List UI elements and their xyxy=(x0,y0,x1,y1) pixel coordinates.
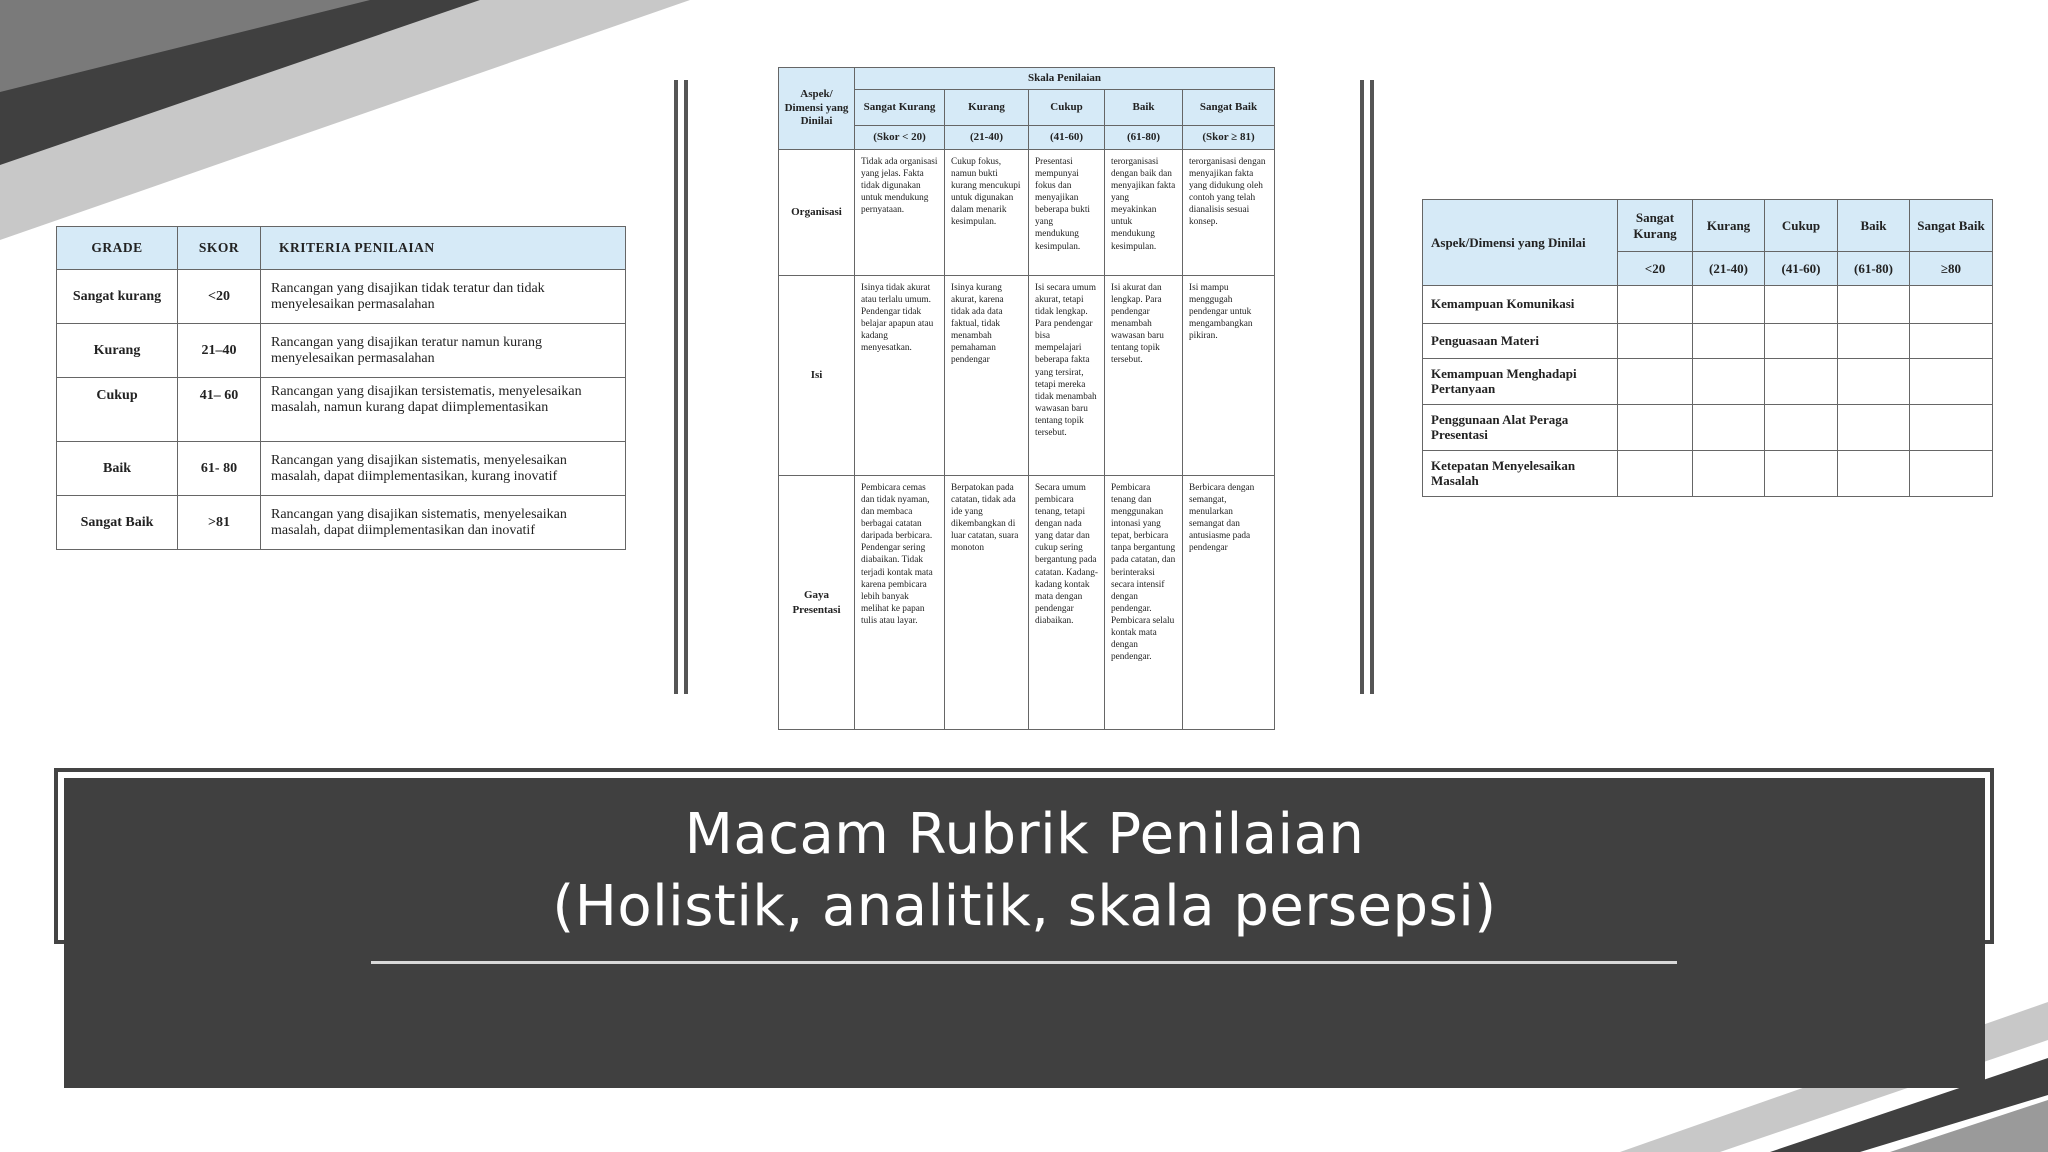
criteria-cell: Berpatokan pada catatan, tidak ada ide yang dikembangkan di luar catatan, suara monoton xyxy=(945,476,1029,730)
grade-cell: Sangat kurang xyxy=(57,270,178,324)
header-range: (Skor ≥ 81) xyxy=(1183,126,1275,150)
criteria-cell: Tidak ada organisasi yang jelas. Fakta tidak digunakan untuk mendukung pernyataan. xyxy=(855,150,945,276)
kriteria-cell: Rancangan yang disajikan tidak teratur dan tidak menyelesaikan permasalahan xyxy=(261,270,626,324)
aspect-label: Penguasaan Materi xyxy=(1423,324,1618,359)
rating-cell xyxy=(1693,451,1765,497)
rating-cell xyxy=(1838,324,1910,359)
rating-cell xyxy=(1618,451,1693,497)
header-range: ≥80 xyxy=(1910,252,1993,286)
rating-cell xyxy=(1838,451,1910,497)
header-kriteria: KRITERIA PENILAIAN xyxy=(261,227,626,270)
title-underline xyxy=(371,961,1677,964)
table-row xyxy=(57,270,626,324)
rating-cell xyxy=(1765,451,1838,497)
holistic-rubric-table xyxy=(56,226,626,550)
rating-cell xyxy=(1765,324,1838,359)
table-header-row xyxy=(57,227,626,270)
separator-bar-left-a xyxy=(674,80,678,694)
aspect-label: Ketepatan Menyelesaikan Masalah xyxy=(1423,451,1618,497)
perception-scale-table xyxy=(1422,199,1993,497)
criteria-cell: Presentasi mempunyai fokus dan menyajikan beberapa bukti yang mendukung kesimpulan. xyxy=(1029,150,1105,276)
rating-cell xyxy=(1618,324,1693,359)
header-grade: GRADE xyxy=(57,227,178,270)
criteria-cell: Berbicara dengan semangat, menularkan semangat dan antusiasme pada pendengar xyxy=(1183,476,1275,730)
header-skor: SKOR xyxy=(178,227,261,270)
header-aspek: Aspek/Dimensi yang Dinilai xyxy=(1423,200,1618,286)
header-range: <20 xyxy=(1618,252,1693,286)
header-range: (61-80) xyxy=(1105,126,1183,150)
criteria-cell: Pembicara tenang dan menggunakan intonasi yang tepat, berbicara tanpa bergantung pada catatan, dan berinteraksi secara intensif dengan pendengar. Pembicara selalu kontak mata dengan pendengar. xyxy=(1105,476,1183,730)
aspect-cell: Organisasi xyxy=(779,150,855,276)
header-skala: Skala Penilaian xyxy=(855,68,1275,90)
separator-bar-right-b xyxy=(1370,80,1374,694)
table-row xyxy=(1423,359,1993,405)
header-level: Baik xyxy=(1838,200,1910,252)
header-level: Cukup xyxy=(1765,200,1838,252)
rating-cell xyxy=(1838,405,1910,451)
rating-cell xyxy=(1693,405,1765,451)
rating-cell xyxy=(1838,359,1910,405)
header-range: (61-80) xyxy=(1838,252,1910,286)
header-range: (21-40) xyxy=(945,126,1029,150)
rating-cell xyxy=(1765,286,1838,324)
rating-cell xyxy=(1693,359,1765,405)
header-level: Kurang xyxy=(945,90,1029,126)
separator-bar-right-a xyxy=(1360,80,1364,694)
aspect-cell: Gaya Presentasi xyxy=(779,476,855,730)
table-header-row xyxy=(779,68,1275,90)
analytic-rubric-table xyxy=(778,67,1275,730)
criteria-cell: Cukup fokus, namun bukti kurang mencukupi untuk digunakan dalam menarik kesimpulan. xyxy=(945,150,1029,276)
slide-subtitle: (Holistik, analitik, skala persepsi) xyxy=(552,874,1497,939)
table-row xyxy=(1423,451,1993,497)
skor-cell: 61- 80 xyxy=(178,442,261,496)
kriteria-cell: Rancangan yang disajikan sistematis, menyelesaikan masalah, dapat diimplementasikan, kurang inovatif xyxy=(261,442,626,496)
grade-cell: Kurang xyxy=(57,324,178,378)
criteria-cell: Secara umum pembicara tenang, tetapi dengan nada yang datar dan cukup sering bergantung pada catatan. Kadang-kadang kontak mata dengan pendengar diabaikan. xyxy=(1029,476,1105,730)
slide-title: Macam Rubrik Penilaian xyxy=(684,802,1365,867)
table-row xyxy=(779,276,1275,476)
header-level: Sangat Kurang xyxy=(1618,200,1693,252)
skor-cell: 21–40 xyxy=(178,324,261,378)
header-range: (Skor < 20) xyxy=(855,126,945,150)
grade-cell: Sangat Baik xyxy=(57,496,178,550)
header-aspek: Aspek/ Dimensi yang Dinilai xyxy=(779,68,855,150)
header-level: Sangat Baik xyxy=(1183,90,1275,126)
header-level: Baik xyxy=(1105,90,1183,126)
header-level: Cukup xyxy=(1029,90,1105,126)
rating-cell xyxy=(1910,324,1993,359)
table-row xyxy=(57,378,626,442)
rating-cell xyxy=(1910,451,1993,497)
rating-cell xyxy=(1910,405,1993,451)
table-row xyxy=(779,150,1275,276)
header-range: (21-40) xyxy=(1693,252,1765,286)
aspect-label: Kemampuan Komunikasi xyxy=(1423,286,1618,324)
kriteria-cell: Rancangan yang disajikan teratur namun kurang menyelesaikan permasalahan xyxy=(261,324,626,378)
aspect-label: Kemampuan Menghadapi Pertanyaan xyxy=(1423,359,1618,405)
criteria-cell: terorganisasi dengan menyajikan fakta yang didukung oleh contoh yang telah dianalisis sesuai konsep. xyxy=(1183,150,1275,276)
table-row xyxy=(1423,324,1993,359)
header-range: (41-60) xyxy=(1765,252,1838,286)
rating-cell xyxy=(1765,359,1838,405)
table-row xyxy=(57,442,626,496)
rating-cell xyxy=(1910,359,1993,405)
table-row xyxy=(1423,405,1993,451)
table-row xyxy=(57,496,626,550)
title-box xyxy=(64,778,1985,1088)
criteria-cell: Isi secara umum akurat, tetapi tidak lengkap. Para pendengar bisa mempelajari beberapa fakta yang tersirat, tetapi mereka tidak menambah wawasan baru tentang topik tersebut. xyxy=(1029,276,1105,476)
header-level: Sangat Kurang xyxy=(855,90,945,126)
header-level: Kurang xyxy=(1693,200,1765,252)
criteria-cell: terorganisasi dengan baik dan menyajikan fakta yang meyakinkan untuk mendukung kesimpulan. xyxy=(1105,150,1183,276)
table-row xyxy=(779,476,1275,730)
header-range: (41-60) xyxy=(1029,126,1105,150)
aspect-cell: Isi xyxy=(779,276,855,476)
criteria-cell: Isi akurat dan lengkap. Para pendengar menambah wawasan baru tentang topik tersebut. xyxy=(1105,276,1183,476)
grade-cell: Cukup xyxy=(57,378,178,442)
criteria-cell: Isinya kurang akurat, karena tidak ada data faktual, tidak menambah pemahaman pendengar xyxy=(945,276,1029,476)
kriteria-cell: Rancangan yang disajikan tersistematis, menyelesaikan masalah, namun kurang dapat diimplementasikan xyxy=(261,378,626,442)
rating-cell xyxy=(1618,359,1693,405)
rating-cell xyxy=(1618,286,1693,324)
criteria-cell: Isi mampu menggugah pendengar untuk mengambangkan pikiran. xyxy=(1183,276,1275,476)
criteria-cell: Isinya tidak akurat atau terlalu umum. Pendengar tidak belajar apapun atau kadang menyesatkan. xyxy=(855,276,945,476)
table-row xyxy=(57,324,626,378)
aspect-label: Penggunaan Alat Peraga Presentasi xyxy=(1423,405,1618,451)
rating-cell xyxy=(1618,405,1693,451)
rating-cell xyxy=(1765,405,1838,451)
skor-cell: >81 xyxy=(178,496,261,550)
table-header-row xyxy=(1423,200,1993,252)
table-row xyxy=(1423,286,1993,324)
skor-cell: <20 xyxy=(178,270,261,324)
rating-cell xyxy=(1693,324,1765,359)
grade-cell: Baik xyxy=(57,442,178,496)
separator-bar-left-b xyxy=(684,80,688,694)
kriteria-cell: Rancangan yang disajikan sistematis, menyelesaikan masalah, dapat diimplementasikan dan inovatif xyxy=(261,496,626,550)
rating-cell xyxy=(1838,286,1910,324)
rating-cell xyxy=(1693,286,1765,324)
criteria-cell: Pembicara cemas dan tidak nyaman, dan membaca berbagai catatan daripada berbicara. Pendengar sering diabaikan. Tidak terjadi kontak mata karena pembicara lebih banyak melihat ke papan tulis atau layar. xyxy=(855,476,945,730)
header-level: Sangat Baik xyxy=(1910,200,1993,252)
skor-cell: 41– 60 xyxy=(178,378,261,442)
rating-cell xyxy=(1910,286,1993,324)
